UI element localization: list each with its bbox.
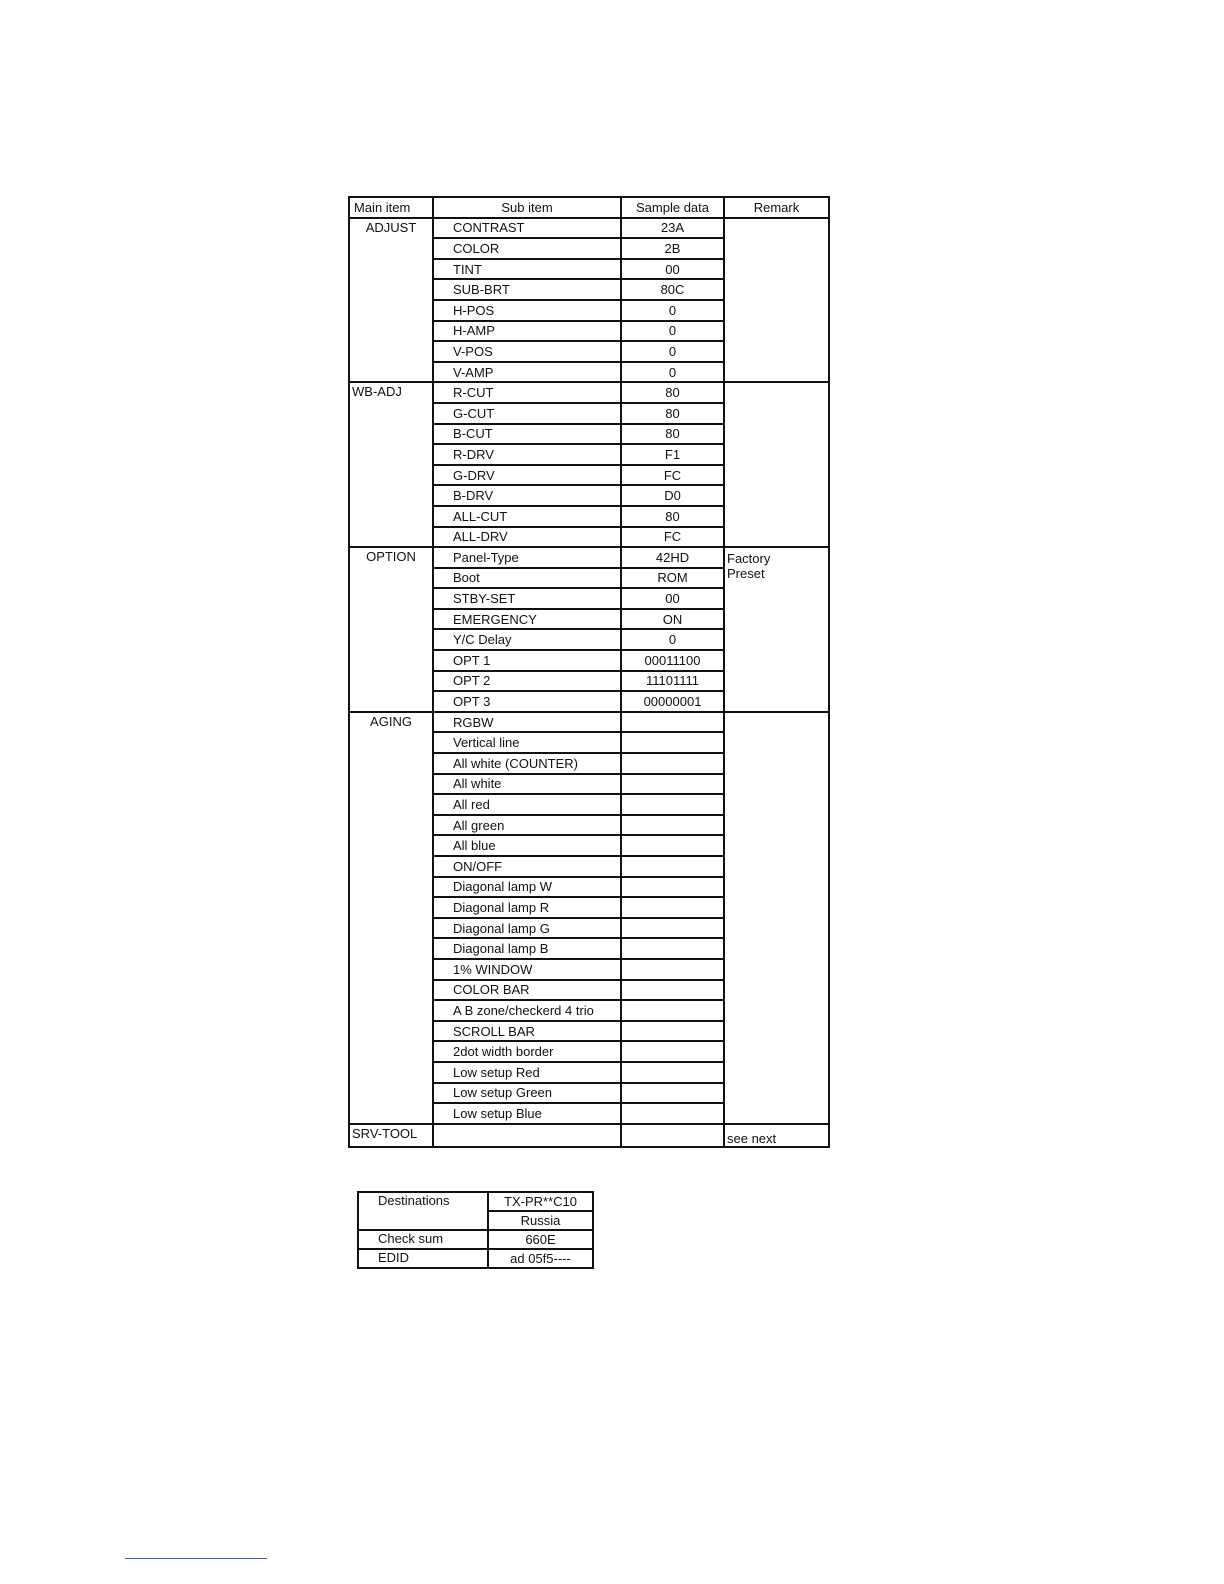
sample-data-cell: [621, 815, 724, 836]
sample-data-cell: [621, 918, 724, 939]
sub-item-cell: 2dot width border: [433, 1041, 621, 1062]
header-sample-data: Sample data: [621, 197, 724, 218]
sub-item-cell: R-CUT: [433, 382, 621, 403]
sub-item-cell: A B zone/checkerd 4 trio: [433, 1000, 621, 1021]
sub-item-cell: ON/OFF: [433, 856, 621, 877]
remark-cell: [724, 218, 829, 383]
sub-item-cell: Vertical line: [433, 732, 621, 753]
remark-text: see next: [727, 1131, 777, 1147]
sub-item-cell: RGBW: [433, 712, 621, 733]
sample-data-cell: 23A: [621, 218, 724, 239]
sub-item-cell: SCROLL BAR: [433, 1021, 621, 1042]
sub-item-cell: G-CUT: [433, 403, 621, 424]
header-remark: Remark: [724, 197, 829, 218]
sample-data-cell: [621, 753, 724, 774]
sub-item-cell: [433, 1124, 621, 1148]
sample-data-cell: [621, 1041, 724, 1062]
main-item-cell: SRV-TOOL: [349, 1124, 433, 1148]
destinations-row: [358, 1192, 593, 1211]
sub-item-cell: OPT 3: [433, 691, 621, 712]
sub-item-cell: COLOR: [433, 238, 621, 259]
sample-data-cell: FC: [621, 527, 724, 548]
sub-item-cell: Diagonal lamp R: [433, 897, 621, 918]
sub-item-cell: COLOR BAR: [433, 980, 621, 1001]
sample-data-cell: 80: [621, 382, 724, 403]
sample-data-cell: 00: [621, 259, 724, 280]
destinations-table: [357, 1191, 594, 1269]
sub-item-cell: Diagonal lamp W: [433, 877, 621, 898]
sub-item-cell: All white: [433, 774, 621, 795]
table-body: [349, 218, 829, 1148]
footer-rule: [125, 1558, 267, 1559]
sample-data-cell: ON: [621, 609, 724, 630]
sample-data-cell: F1: [621, 444, 724, 465]
remark-cell: [724, 382, 829, 547]
sample-data-cell: [621, 1083, 724, 1104]
destinations-region: Russia: [488, 1211, 593, 1230]
main-item-cell: AGING: [349, 712, 433, 1124]
sample-data-cell: 0: [621, 300, 724, 321]
table-header-row: [349, 197, 829, 218]
sub-item-cell: ALL-DRV: [433, 527, 621, 548]
sub-item-cell: OPT 2: [433, 671, 621, 692]
sub-item-cell: EMERGENCY: [433, 609, 621, 630]
sample-data-cell: [621, 835, 724, 856]
sub-item-cell: V-AMP: [433, 362, 621, 383]
sample-data-cell: 80: [621, 506, 724, 527]
sample-data-cell: [621, 856, 724, 877]
sample-data-cell: 0: [621, 341, 724, 362]
sample-data-cell: [621, 1021, 724, 1042]
sample-data-cell: 2B: [621, 238, 724, 259]
sample-data-cell: 80C: [621, 279, 724, 300]
sub-item-cell: H-POS: [433, 300, 621, 321]
sub-item-cell: Y/C Delay: [433, 629, 621, 650]
check-sum-label: Check sum: [358, 1230, 488, 1249]
sub-item-cell: Diagonal lamp G: [433, 918, 621, 939]
sample-data-cell: 0: [621, 629, 724, 650]
sub-item-cell: OPT 1: [433, 650, 621, 671]
sub-item-cell: All blue: [433, 835, 621, 856]
sample-data-cell: D0: [621, 485, 724, 506]
sample-data-cell: [621, 794, 724, 815]
sample-data-cell: [621, 1062, 724, 1083]
remark-text: Factory Preset: [727, 551, 771, 582]
sample-data-cell: [621, 959, 724, 980]
check-sum-value: 660E: [488, 1230, 593, 1249]
sub-item-cell: V-POS: [433, 341, 621, 362]
check-sum-row: [358, 1230, 593, 1249]
sub-item-cell: Low setup Green: [433, 1083, 621, 1104]
sample-data-cell: [621, 877, 724, 898]
sub-item-cell: Low setup Red: [433, 1062, 621, 1083]
table-row: [349, 382, 829, 403]
sub-item-cell: All white (COUNTER): [433, 753, 621, 774]
main-item-cell: ADJUST: [349, 218, 433, 383]
main-item-cell: WB-ADJ: [349, 382, 433, 547]
sub-item-cell: G-DRV: [433, 465, 621, 486]
sample-data-cell: [621, 732, 724, 753]
sub-item-cell: Low setup Blue: [433, 1103, 621, 1124]
table-row: [349, 218, 829, 239]
header-main-item: Main item: [349, 197, 433, 218]
sub-item-cell: TINT: [433, 259, 621, 280]
sub-item-cell: STBY-SET: [433, 588, 621, 609]
sample-data-cell: 0: [621, 321, 724, 342]
sub-item-cell: All green: [433, 815, 621, 836]
sub-item-cell: Diagonal lamp B: [433, 938, 621, 959]
sub-item-cell: H-AMP: [433, 321, 621, 342]
sample-data-cell: 80: [621, 403, 724, 424]
sub-item-cell: ALL-CUT: [433, 506, 621, 527]
sample-data-cell: 80: [621, 424, 724, 445]
main-item-cell: OPTION: [349, 547, 433, 712]
sample-data-cell: [621, 1103, 724, 1124]
header-sub-item: Sub item: [433, 197, 621, 218]
sub-item-cell: Boot: [433, 568, 621, 589]
sample-data-cell: 00: [621, 588, 724, 609]
sample-data-cell: [621, 774, 724, 795]
table-row: [349, 547, 829, 568]
sample-data-cell: [621, 938, 724, 959]
sample-data-cell: 00000001: [621, 691, 724, 712]
sample-data-cell: [621, 897, 724, 918]
sample-data-cell: [621, 1124, 724, 1148]
service-data-table: [348, 196, 830, 1148]
sub-item-cell: 1% WINDOW: [433, 959, 621, 980]
remark-cell: [724, 1124, 829, 1148]
sub-item-cell: Panel-Type: [433, 547, 621, 568]
sample-data-cell: ROM: [621, 568, 724, 589]
table-row: [349, 1124, 829, 1148]
destinations-label: Destinations: [358, 1192, 488, 1230]
sample-data-cell: 42HD: [621, 547, 724, 568]
sub-item-cell: B-DRV: [433, 485, 621, 506]
sample-data-cell: 11101111: [621, 671, 724, 692]
sub-item-cell: R-DRV: [433, 444, 621, 465]
sample-data-cell: [621, 712, 724, 733]
edid-label: EDID: [358, 1249, 488, 1268]
sub-item-cell: SUB-BRT: [433, 279, 621, 300]
sample-data-cell: 0: [621, 362, 724, 383]
sample-data-cell: [621, 1000, 724, 1021]
sample-data-cell: 00011100: [621, 650, 724, 671]
sub-item-cell: B-CUT: [433, 424, 621, 445]
edid-value: ad 05f5----: [488, 1249, 593, 1268]
edid-row: [358, 1249, 593, 1268]
sample-data-cell: [621, 980, 724, 1001]
remark-cell: [724, 547, 829, 712]
sub-item-cell: All red: [433, 794, 621, 815]
sample-data-cell: FC: [621, 465, 724, 486]
destinations-model: TX-PR**C10: [488, 1192, 593, 1211]
sub-item-cell: CONTRAST: [433, 218, 621, 239]
table-row: [349, 712, 829, 733]
remark-cell: [724, 712, 829, 1124]
